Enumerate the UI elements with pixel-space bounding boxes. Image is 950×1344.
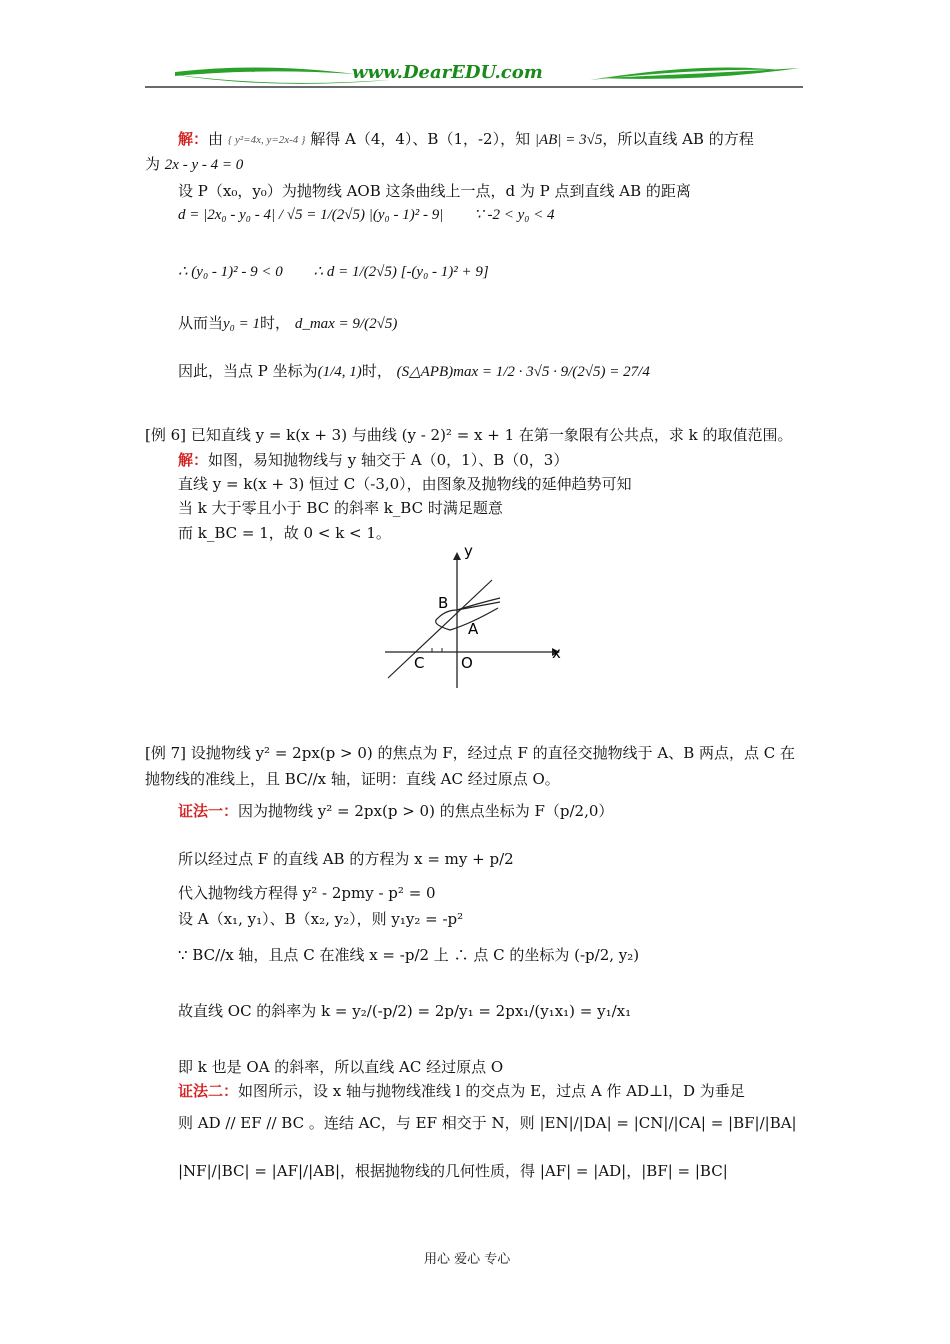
text: 设 P（x₀，y₀）为抛物线 AOB 这条曲线上一点， [178,182,506,200]
ab-length: |AB| = 3√5 [534,132,603,148]
ex5-smax [178,360,650,381]
example-label: [例 7] [145,744,187,762]
ex6-line1 [178,449,568,470]
parabola-diagram [380,540,570,690]
ex6-line3: 当 k 大于零且小于 BC 的斜率 k_BC 时满足题意 [178,499,503,517]
formula: (1/4, 1) [317,364,362,380]
ex5-distance-formula [178,205,555,224]
label-b: B [438,594,449,612]
text: 解得 A（4，4）、B（1，-2），知 [310,130,531,148]
equation-system: { y²=4x, y=2x-4 } [227,133,306,146]
solution-label: 解： [178,451,209,469]
ex7-q2: 抛物线的准线上，且 BC//x 轴，证明：直线 AC 经过原点 O。 [145,770,560,788]
ex7-method2 [178,1080,745,1101]
text: 由 [208,130,224,148]
text: d 为 P 点到直线 AB 的距离 [505,182,691,200]
text: 从而当 [178,314,224,332]
ex7-step6: 即 k 也是 OA 的斜率，所以直线 AC 经过原点 O [178,1058,504,1076]
y-axis-arrow [453,552,461,560]
formula: y₀ = 1 [223,316,261,332]
ex7-step4: ∵ BC//x 轴，且点 C 在准线 x = -p/2 上 ∴ 点 C 的坐标为 (-p/2, y₂) [178,946,640,964]
text: 为 [145,155,161,173]
ex5-dmax [178,312,397,333]
formula: (S△APB)max = 1/2 · 3√5 · 9/(2√5) = 27/4 [396,364,650,380]
ex6-line2: 直线 y = k(x + 3) 恒过 C（-3,0），由图象及抛物线的延伸趋势可知 [178,475,632,493]
text: 时， [260,314,291,332]
condition: ∵ -2 < y₀ < 4 [474,207,555,223]
ex5-line3 [178,180,691,201]
ex6-figure [380,540,570,690]
ex7-step1: 所以经过点 F 的直线 AB 的方程为 x = my + p/2 [178,850,514,868]
formula: ∴ d = 1/(2√5) [-(y₀ - 1)² + 9] [313,264,489,280]
ex7-step3: 设 A（x₁, y₁）、B（x₂, y₂），则 y₁y₂ = -p² [178,910,464,928]
text: 已知直线 y = k(x + 3) 与曲线 (y - 2)² = x + 1 在第一象限有公共点，求 k 的取值范围。 [190,426,793,444]
text: 因为抛物线 y² = 2px(p > 0) 的焦点坐标为 F（p/2,0） [238,802,614,820]
label-c: C [414,654,425,672]
text: 因此，当点 P 坐标为 [178,362,318,380]
label-o: O [461,654,473,672]
text: 如图，易知抛物线与 y 轴交于 A（0，1）、B（0，3） [208,451,569,469]
ex6-line4: 而 k_BC = 1，故 0 < k < 1。 [178,524,391,542]
header-banner [140,60,808,92]
method-label: 证法二： [178,1082,239,1100]
ex6-question [145,424,793,445]
ex7-proof-line1: 则 AD // EF // BC 。连结 AC，与 EF 相交于 N，则 |EN|/|DA| = |CN|/|CA| = |BF|/|BA| [178,1114,797,1132]
line-equation: 2x - y - 4 = 0 [164,157,244,173]
ex7-method1 [178,800,613,821]
ex5-therefore [178,262,489,281]
ex5-line1 [178,128,754,149]
formula: d = |2x₀ - y₀ - 4| / √5 = 1/(2√5) |(y₀ - 1)² - 9| [178,207,444,223]
text: 时， [361,362,392,380]
ex7-q1 [145,742,795,763]
label-a: A [468,620,479,638]
ex7-step5: 故直线 OC 的斜率为 k = y₂/(-p/2) = 2p/y₁ = 2px₁/(y₁x₁) = y₁/x₁ [178,1002,632,1020]
text: 如图所示，设 x 轴与抛物线准线 l 的交点为 E，过点 A 作 AD⊥l，D 为垂足 [238,1082,745,1100]
method-label: 证法一： [178,802,239,820]
label-x: x [552,644,561,662]
text: 设抛物线 y² = 2px(p > 0) 的焦点为 F，经过点 F 的直径交抛物线于 A、B 两点，点 C 在 [190,744,796,762]
example-label: [例 6] [145,426,187,444]
footer-slogan: 用心 爱心 专心 [424,1252,511,1267]
ex7-proof-line2: |NF|/|BC| = |AF|/|AB|，根据抛物线的几何性质，得 |AF| = |AD|，|BF| = |BC| [178,1162,728,1180]
text: ，所以直线 AB 的方程 [602,130,754,148]
formula: ∴ (y₀ - 1)² - 9 < 0 [178,264,283,280]
label-y: y [464,542,473,560]
formula: d_max = 9/(2√5) [294,316,398,332]
ex5-line2 [145,153,243,174]
site-name: www.DearEDU.com [352,62,543,83]
solution-label: 解： [178,130,209,148]
ex7-step2: 代入抛物线方程得 y² - 2pmy - p² = 0 [178,884,436,902]
